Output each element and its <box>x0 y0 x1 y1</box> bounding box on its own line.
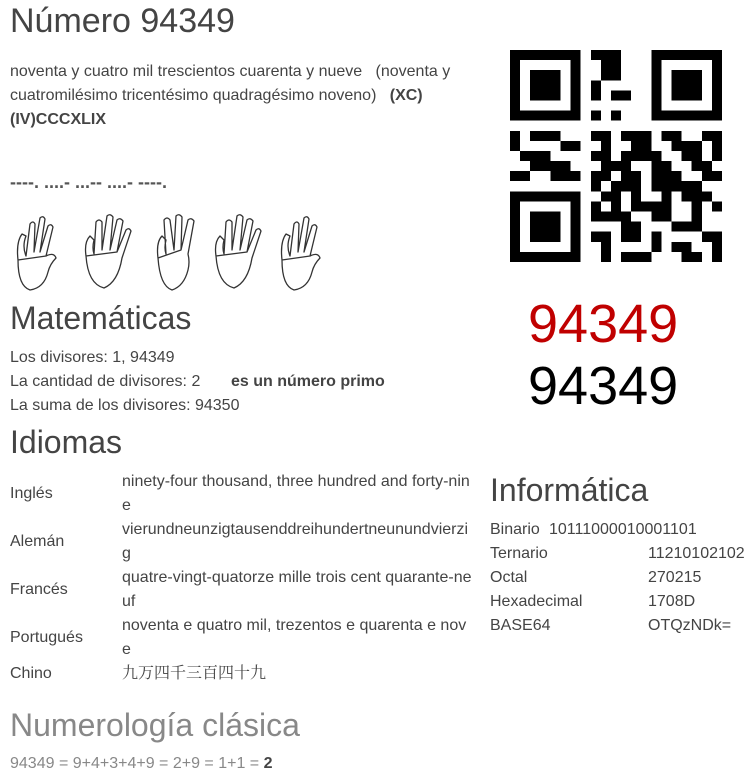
octal-value: 270215 <box>648 569 702 586</box>
ternary-label: Ternario <box>490 545 548 562</box>
numerology-result: 2 <box>263 755 273 772</box>
lang-value-english: ninety-four thousand, three hundred and forty-nine <box>122 473 470 514</box>
hand-sign-4-icon <box>216 215 262 288</box>
number-in-words <box>10 60 470 132</box>
hex-value: 1708D <box>648 593 696 610</box>
lang-value-german: vierundneunzigtausenddreihundertneunundvierzig <box>122 521 469 562</box>
lang-label-english: Inglés <box>10 485 53 502</box>
numerology-heading: Numerología clásica <box>10 707 300 743</box>
languages-heading: Idiomas <box>10 424 123 460</box>
sign-language-hands <box>10 212 340 292</box>
lang-value-french: quatre-vingt-quatorze mille trois cent quarante-neuf <box>122 569 472 610</box>
numerology-formula <box>10 755 272 773</box>
hand-sign-4-icon <box>86 215 132 288</box>
divisors-line: Los divisores: 1, 94349 <box>10 349 175 366</box>
numerology-sum: 94349 = 9+4+3+4+9 = 2+9 = 1+1 = <box>10 755 264 772</box>
informatics-heading: Informática <box>490 472 649 508</box>
hand-sign-3-icon <box>158 215 195 290</box>
hex-label: Hexadecimal <box>490 593 583 610</box>
big-number-red: 94349 <box>528 294 679 354</box>
ordinal-words: (noventa y cuatromilésimo tricentésimo quadragésimo noveno) <box>10 63 451 104</box>
lang-value-portuguese: noventa e quatro mil, trezentos e quarenta e nove <box>122 617 467 658</box>
base64-value: OTQzNDk= <box>648 617 732 634</box>
hand-sign-9-icon <box>18 217 57 290</box>
roman-numeral: (XC)(IV)CCCXLIX <box>10 87 423 128</box>
lang-label-german: Alemán <box>10 533 65 550</box>
morse-code: ----. ....- ...-- ....- ----. <box>10 172 167 192</box>
big-number-black: 94349 <box>528 356 679 416</box>
base64-label: BASE64 <box>490 617 551 634</box>
page-title: Número 94349 <box>10 2 235 40</box>
lang-label-chinese: Chino <box>10 665 52 682</box>
binary-value: 10111000010001101 <box>549 521 697 538</box>
math-heading: Matemáticas <box>10 300 192 336</box>
binary-label: Binario <box>490 521 540 538</box>
spanish-words: noventa y cuatro mil trescientos cuarenta y nueve <box>10 63 363 80</box>
hand-sign-9-icon <box>282 217 321 290</box>
divisor-count-line: La cantidad de divisores: 2 <box>10 373 201 390</box>
qr-code-icon <box>510 50 722 262</box>
octal-label: Octal <box>490 569 528 586</box>
lang-value-chinese: 九万四千三百四十九 <box>122 665 267 682</box>
divisor-sum-line: La suma de los divisores: 94350 <box>10 397 240 414</box>
ternary-value: 11210102102 <box>648 545 745 562</box>
lang-label-french: Francés <box>10 581 68 598</box>
lang-label-portuguese: Portugués <box>10 629 83 646</box>
prime-badge: es un número primo <box>231 373 385 390</box>
